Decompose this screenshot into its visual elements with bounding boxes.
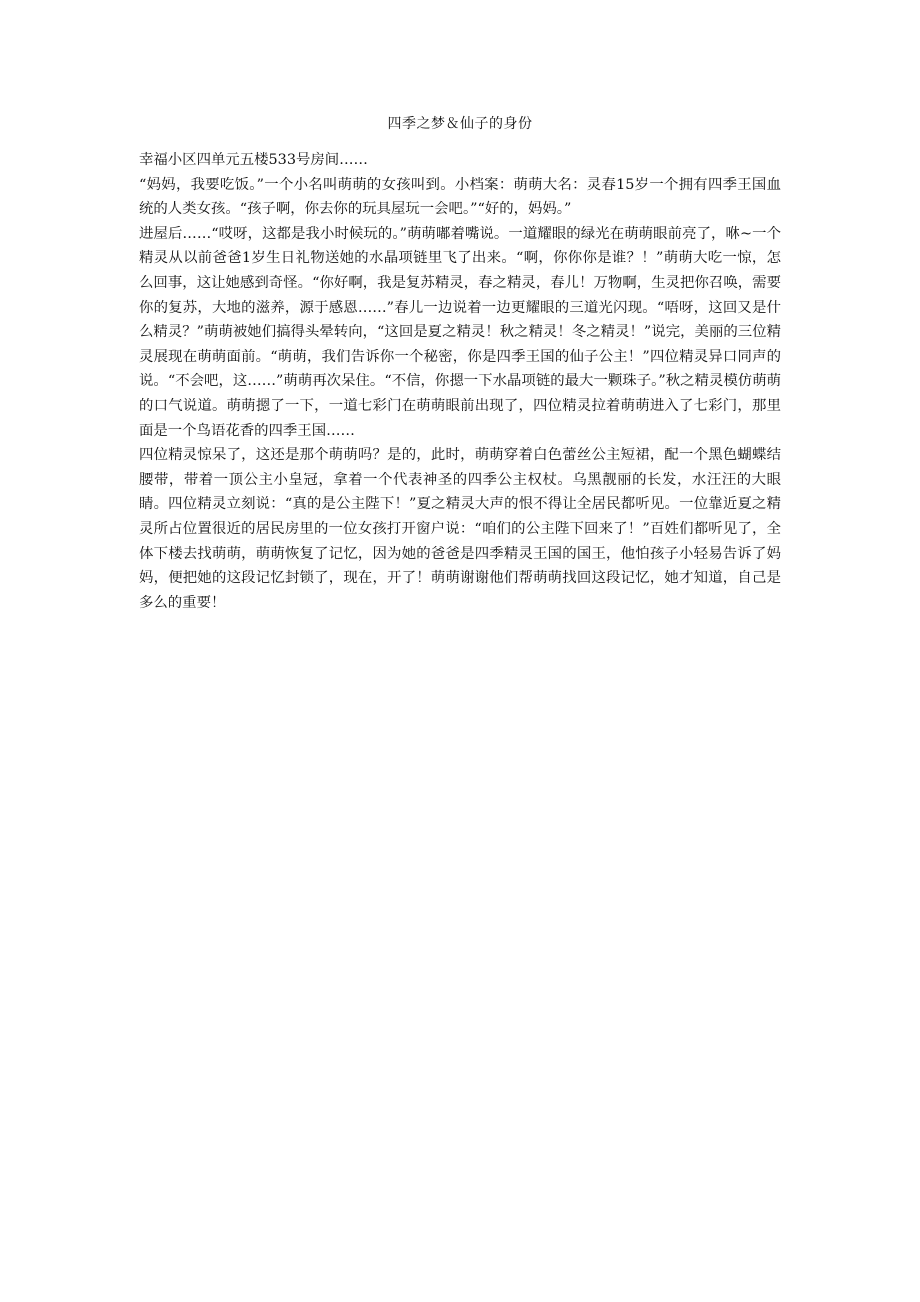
paragraph-dinner: “妈妈，我要吃饭。”一个小名叫萌萌的女孩叫到。小档案：萌萌大名：灵春15岁一个拥有四季王国血统的人类女孩。“孩子啊，你去你的玩具屋玩一会吧。”“好的，妈妈。” — [139, 176, 781, 218]
paragraph-address: 幸福小区四单元五楼533号房间…… — [139, 152, 368, 168]
document-body — [139, 148, 781, 615]
paragraph-spirits: 进屋后……“哎呀，这都是我小时候玩的。”萌萌嘟着嘴说。一道耀眼的绿光在萌萌眼前亮了，咻~一个精灵从以前爸爸1岁生日礼物送她的水晶项链里飞了出来。“啊，你你你是谁？！”萌萌大吃一惊，怎么回事，这让她感到奇怪。“你好啊，我是复苏精灵，春之精灵，春儿！万物啊，生灵把你召唤，需要你的复苏，大地的滋养，源于感恩……”春儿一边说着一边更耀眼的三道光闪现。“唔呀，这回又是什么精灵？”萌萌被她们搞得头晕转向，“这回是夏之精灵！秋之精灵！冬之精灵！”说完，美丽的三位精灵展现在萌萌面前。“萌萌，我们告诉你一个秘密，你是四季王国的仙子公主！”四位精灵异口同声的说。“不会吧，这……”萌萌再次呆住。“不信，你摁一下水晶项链的最大一颗珠子。”秋之精灵模仿萌萌的口气说道。萌萌摁了一下，一道七彩门在萌萌眼前出现了，四位精灵拉着萌萌进入了七彩门，那里面是一个鸟语花香的四季王国…… — [139, 225, 781, 439]
paragraph-princess: 四位精灵惊呆了，这还是那个萌萌吗？是的，此时，萌萌穿着白色蕾丝公主短裙，配一个黑色蝴蝶结腰带，带着一顶公主小皇冠，拿着一个代表神圣的四季公主权杖。乌黑靓丽的长发，水汪汪的大眼睛。四位精灵立刻说：“真的是公主陛下！”夏之精灵大声的恨不得让全居民都听见。一位靠近夏之精灵所占位置很近的居民房里的一位女孩打开窗户说：“咱们的公主陛下回来了！”百姓们都听见了，全体下楼去找萌萌，萌萌恢复了记忆，因为她的爸爸是四季精灵王国的国王，他怕孩子小轻易告诉了妈妈，便把她的这段记忆封锁了，现在，开了！萌萌谢谢他们帮萌萌找回这段记忆，她才知道，自己是多么的重要！ — [139, 447, 781, 611]
document-title: 四季之梦＆仙子的身份 — [387, 116, 533, 132]
